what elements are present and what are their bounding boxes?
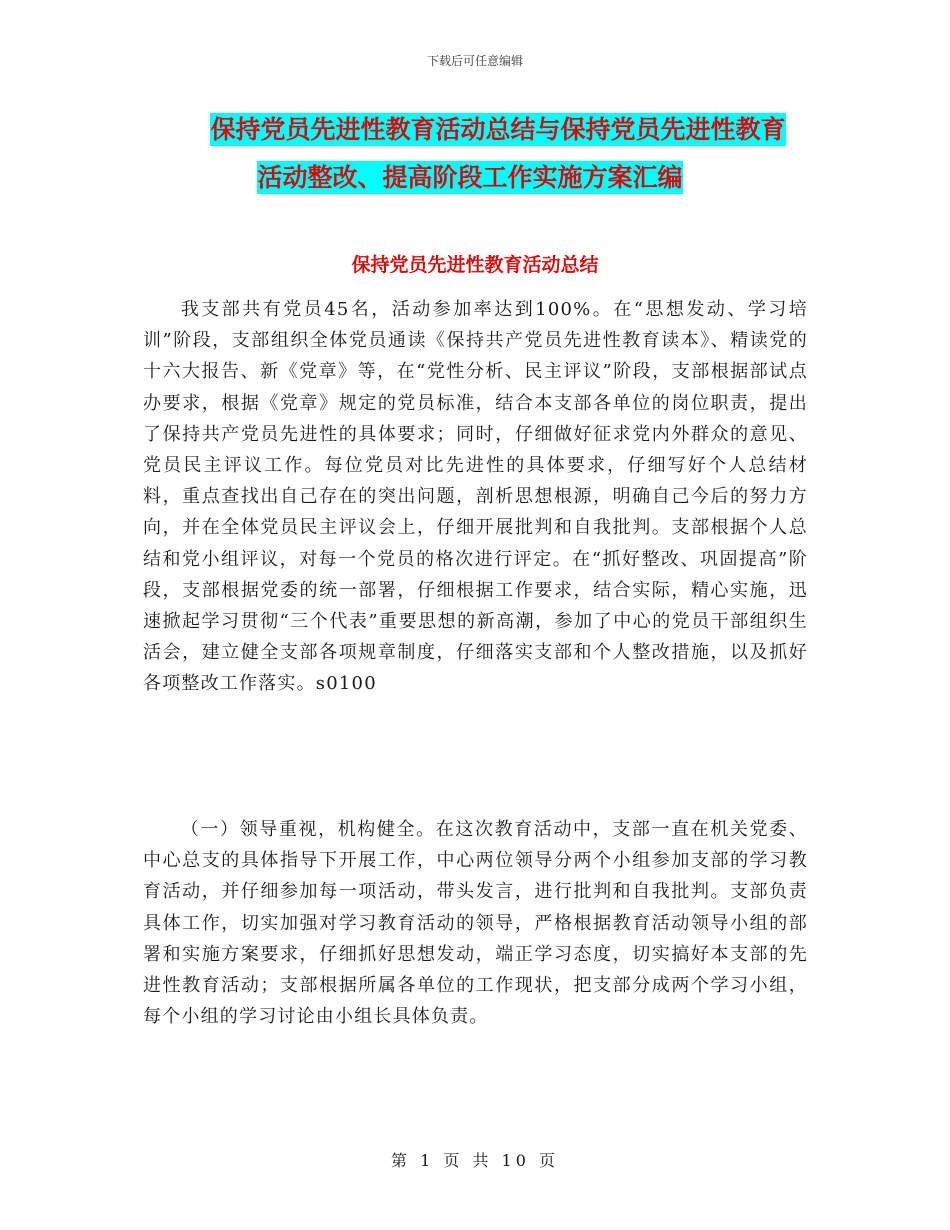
document-title-line-1 bbox=[0, 110, 950, 146]
paragraph: 我支部共有党员45名，活动参加率达到100%。在“思想发动、学习培训”阶段，支部组织全体党员通读《保持共产党员先进性教育读本》、精读党的十六大报告、新《党章》等，在“党性分析、民主评议”阶段，支部根据部试点办要求，根据《党章》规定的党员标准，结合本支部各单位的岗位职责，提出了保持共产党员先进性的具体要求；同时，仔细做好征求党内外群众的意见、党员民主评议工作。每位党员对比先进性的具体要求，仔细写好个人总结材料，重点查找出自己存在的突出问题，剖析思想根源，明确自己今后的努力方向，并在全体党员民主评议会上，仔细开展批判和自我批判。支部根据个人总结和党小组评议，对每一个党员的格次进行评定。在“抓好整改、巩固提高”阶段，支部根据党委的统一部署，仔细根据工作要求，结合实际，精心实施，迅速掀起学习贯彻“三个代表”重要思想的新高潮，参加了中心的党员干部组织生活会，建立健全支部各项规章制度，仔细落实支部和个人整改措施，以及抓好各项整改工作落实。s0100 bbox=[143, 299, 808, 695]
section-title: 保持党员先进性教育活动总结 bbox=[351, 254, 599, 276]
paragraph-1-block bbox=[143, 294, 808, 700]
page-footer: 第 1 页 共 10 页 bbox=[391, 1151, 559, 1170]
paragraph: （一）领导重视，机构健全。在这次教育活动中，支部一直在机关党委、中心总支的具体指导下开展工作，中心两位领导分两个小组参加支部的学习教育活动，并仔细参加每一项活动，带头发言，进行批判和自我批判。支部负责具体工作，切实加强对学习教育活动的领导，严格根据教育活动领导小组的部署和实施方案要求，仔细抓好思想发动，端正学习态度，切实搞好本支部的先进性教育活动；支部根据所属各单位的工作现状，把支部分成两个学习小组，每个小组的学习讨论由小组长具体负责。 bbox=[143, 819, 808, 1028]
title-line-1-text: 保持党员先进性教育活动总结与保持党员先进性教育 bbox=[210, 115, 786, 144]
title-line-2-text: 活动整改、提高阶段工作实施方案汇编 bbox=[257, 163, 683, 192]
paragraph-2-block bbox=[143, 814, 808, 1032]
header-note: 下载后可任意编辑 bbox=[426, 54, 523, 68]
document-title-line-2 bbox=[0, 158, 950, 194]
